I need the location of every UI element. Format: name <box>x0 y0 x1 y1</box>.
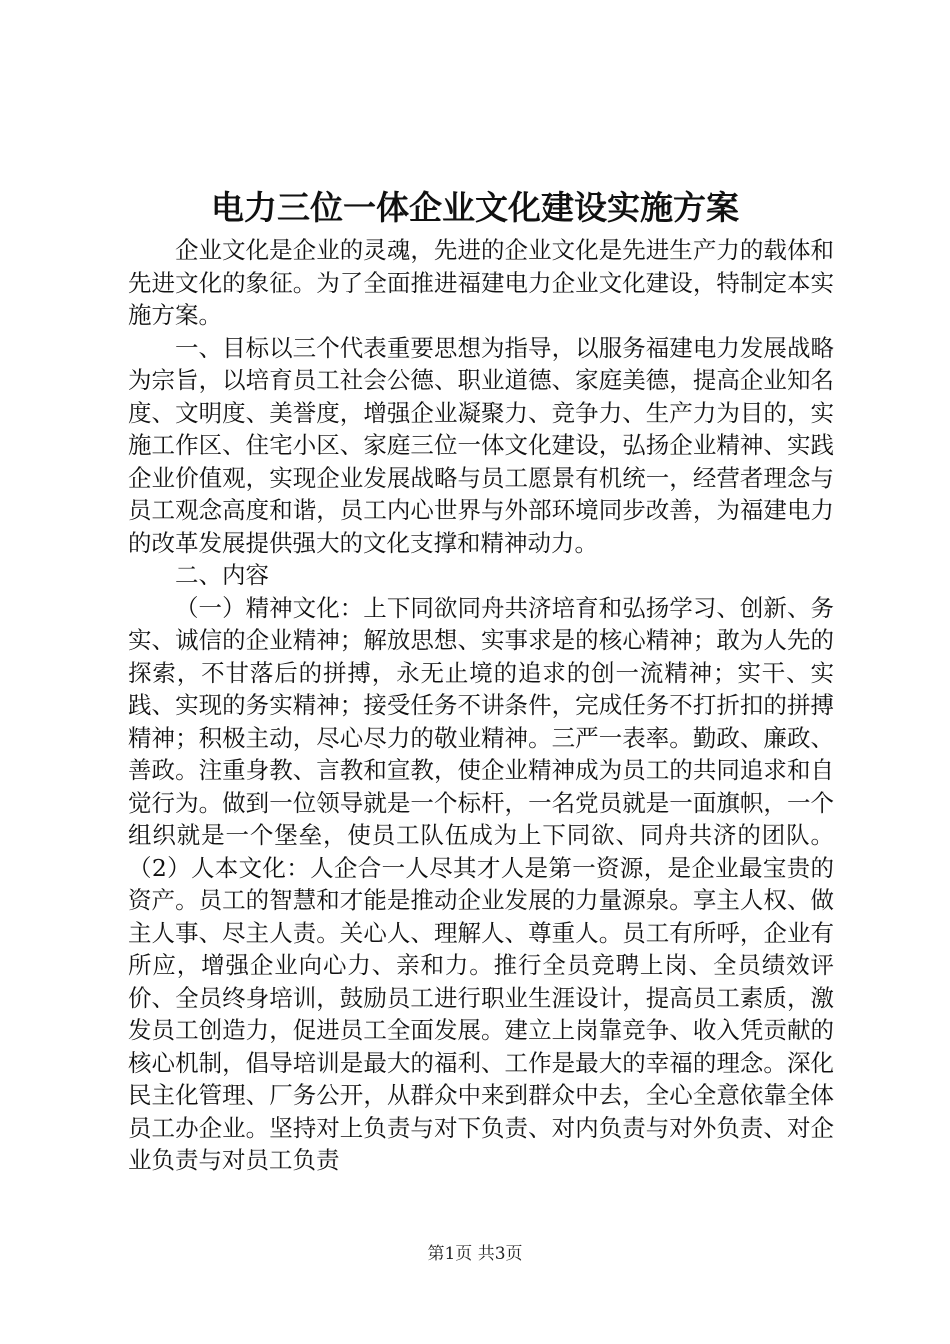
page-footer: 第1页 共3页 <box>427 1244 523 1264</box>
content-heading: 二、内容 <box>175 561 269 589</box>
content-paragraph: （一）精神文化：上下同欲同舟共济培育和弘扬学习、创新、务实、诚信的企业精神；解放思想、实事求是的核心精神；敢为人先的探索，不甘落后的拼搏，永无止境的追求的创一流精神；实干、实践、实现的务实精神；接受任务不讲条件，完成任务不打折扣的拼搏精神；积极主动，尽心尽力的敬业精神。三严一表率。勤政、廉政、善政。注重身教、言教和宣教，使企业精神成为员工的共同追求和自觉行为。做到一位领导就是一个标杆，一名党员就是一面旗帜，一个组织就是一个堡垒，使员工队伍成为上下同欲、同舟共济的团队。（2）人本文化：人企合一人尽其才人是第一资源，是企业最宝贵的资产。员工的智慧和才能是推动企业发展的力量源泉。享主人权、做主人事、尽主人责。关心人、理解人、尊重人。员工有所呼，企业有所应，增强企业向心力、亲和力。推行全员竞聘上岗、全员绩效评价、全员终身培训，鼓励员工进行职业生涯设计，提高员工素质，激发员工创造力，促进员工全面发展。建立上岗靠竞争、收入凭贡献的核心机制，倡导培训是最大的福利、工作是最大的幸福的理念。深化民主化管理、厂务公开，从群众中来到群众中去，全心全意依靠全体员工办企业。坚持对上负责与对下负责、对内负责与对外负责、对企业负责与对员工负责 <box>128 593 834 1174</box>
intro-paragraph: 企业文化是企业的灵魂，先进的企业文化是先进生产力的载体和先进文化的象征。为了全面推进福建电力企业文化建设，特制定本实施方案。 <box>128 236 834 329</box>
document-body <box>128 234 834 1177</box>
document-title: 电力三位一体企业文化建设实施方案 <box>211 188 739 227</box>
goal-paragraph: 一、目标以三个代表重要思想为指导，以服务福建电力发展战略为宗旨，以培育员工社会公德、职业道德、家庭美德，提高企业知名度、文明度、美誉度，增强企业凝聚力、竞争力、生产力为目的，实施工作区、住宅小区、家庭三位一体文化建设，弘扬企业精神、实践企业价值观，实现企业发展战略与员工愿景有机统一，经营者理念与员工观念高度和谐，员工内心世界与外部环境同步改善，为福建电力的改革发展提供强大的文化支撑和精神动力。 <box>128 333 834 557</box>
